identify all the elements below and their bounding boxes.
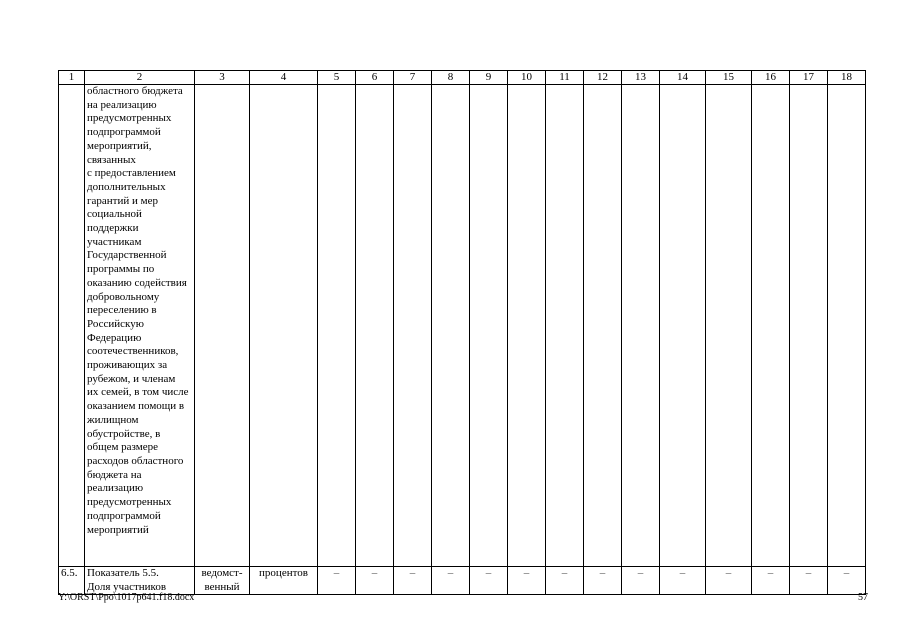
cell-value: –: [356, 567, 394, 595]
cell-indicator-name: Показатель 5.5. Доля участников: [85, 567, 195, 595]
cell-indicator-text: областного бюджета на реализацию предусмотренных подпрограммой мероприятий, связанных с предоставлением дополнительных гарантий и мер социальной поддержки участникам Государственной программы по оказанию содействия добровольному переселению в Российскую Федерацию соотечественников, проживающих за рубежом, и членам их семей, в том числе оказанием помощи в жилищном обустройстве, в общем размере расходов областного бюджета на реализацию предусмотренных подпрограммой мероприятий: [85, 85, 195, 567]
cell-empty: [470, 85, 508, 567]
cell-num-empty: [59, 85, 85, 567]
cell-empty: [394, 85, 432, 567]
cell-empty: [432, 85, 470, 567]
column-header: 10: [508, 71, 546, 85]
cell-value: –: [508, 567, 546, 595]
column-header: 9: [470, 71, 508, 85]
cell-value: –: [394, 567, 432, 595]
column-header: 1: [59, 71, 85, 85]
column-header: 2: [85, 71, 195, 85]
column-header: 6: [356, 71, 394, 85]
cell-empty: [622, 85, 660, 567]
column-header: 16: [752, 71, 790, 85]
table-row-6-5: [59, 567, 866, 595]
footer-file-path: Y:\ORST\Ppo\1017p641.f18.docx: [58, 592, 195, 603]
column-header: 4: [250, 71, 318, 85]
footer-page-number: 57: [858, 592, 868, 603]
cell-row-number: 6.5.: [59, 567, 85, 595]
column-header: 12: [584, 71, 622, 85]
column-header: 3: [195, 71, 250, 85]
cell-value: –: [546, 567, 584, 595]
cell-empty: [356, 85, 394, 567]
cell-empty: [250, 85, 318, 567]
cell-value: –: [828, 567, 866, 595]
column-header: 5: [318, 71, 356, 85]
cell-value: –: [584, 567, 622, 595]
cell-empty: [546, 85, 584, 567]
table-row-continued: [59, 85, 866, 567]
column-header: 11: [546, 71, 584, 85]
program-indicators-table: [58, 70, 866, 595]
cell-empty: [584, 85, 622, 567]
cell-empty: [195, 85, 250, 567]
column-header: 17: [790, 71, 828, 85]
column-header: 7: [394, 71, 432, 85]
column-header: 15: [706, 71, 752, 85]
cell-value: –: [318, 567, 356, 595]
cell-value: –: [706, 567, 752, 595]
cell-unit: процентов: [250, 567, 318, 595]
column-header: 14: [660, 71, 706, 85]
cell-empty: [508, 85, 546, 567]
column-header: 13: [622, 71, 660, 85]
cell-value: –: [432, 567, 470, 595]
cell-source: ведомст- венный: [195, 567, 250, 595]
cell-value: –: [470, 567, 508, 595]
cell-value: –: [660, 567, 706, 595]
column-header: 18: [828, 71, 866, 85]
cell-empty: [790, 85, 828, 567]
header-row: [59, 71, 866, 85]
cell-empty: [828, 85, 866, 567]
cell-empty: [318, 85, 356, 567]
cell-empty: [706, 85, 752, 567]
cell-empty: [752, 85, 790, 567]
cell-value: –: [752, 567, 790, 595]
cell-value: –: [790, 567, 828, 595]
cell-empty: [660, 85, 706, 567]
cell-value: –: [622, 567, 660, 595]
column-header: 8: [432, 71, 470, 85]
